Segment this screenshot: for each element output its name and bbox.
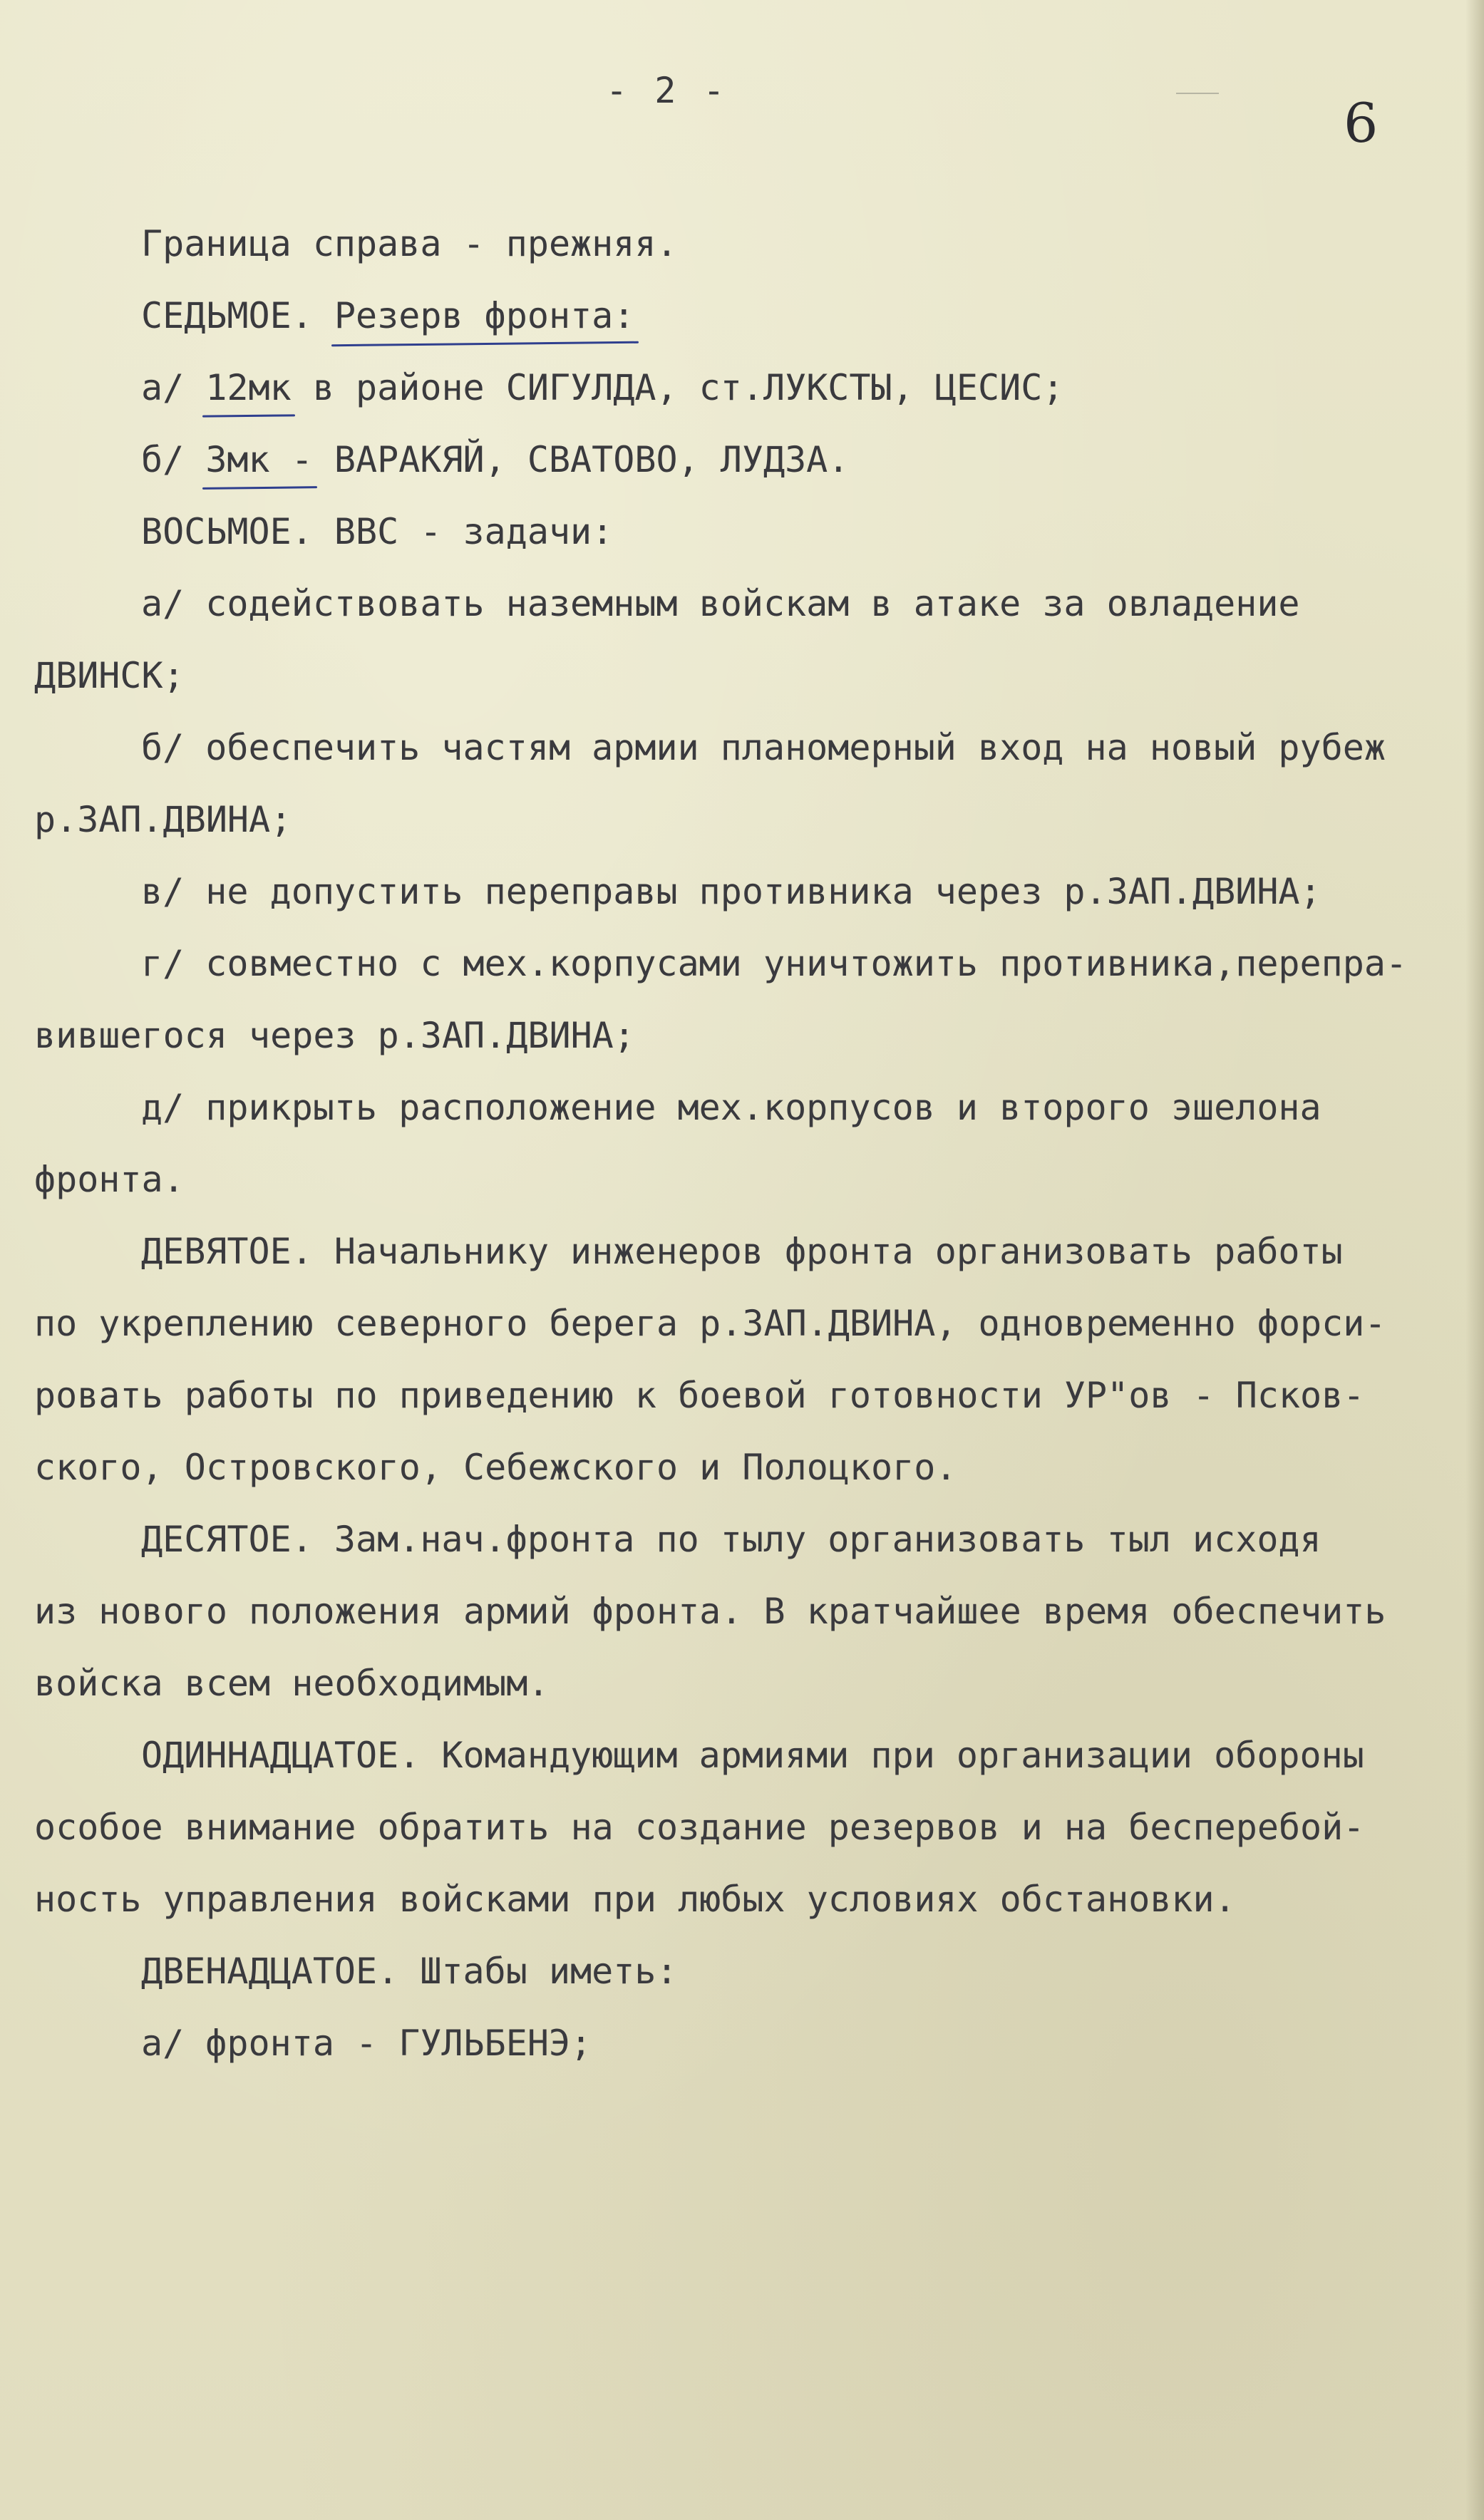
- text-line: г/ совместно с мех.корпусами уничтожить противника,перепра-: [141, 943, 1408, 984]
- text-line: фронта.: [34, 1159, 185, 1200]
- text-line-item-a: [34, 352, 1442, 424]
- text-line: Граница справа - прежняя.: [141, 223, 678, 264]
- text-line: из нового положения армий фронта. В кратчайшее время обеспечить: [34, 1591, 1386, 1632]
- sheet-number: 6: [1344, 91, 1379, 155]
- text-line: войска всем необходимым.: [34, 1663, 550, 1704]
- item-marker: а/: [141, 367, 206, 408]
- pencil-dash-mark: [1176, 93, 1219, 94]
- item-text: ВАРАКЯЙ, СВАТОВО, ЛУДЗА.: [312, 439, 850, 480]
- text-line: р.ЗАП.ДВИНА;: [34, 799, 292, 840]
- document-body: [34, 208, 1442, 2080]
- text-line: а/ фронта - ГУЛЬБЕНЭ;: [141, 2023, 592, 2064]
- text-line: ского, Островского, Себежского и Полоцкого.: [34, 1447, 957, 1488]
- text-line: а/ содействовать наземным войскам в атаке за овладение: [141, 583, 1300, 624]
- text-line: в/ не допустить переправы противника через р.ЗАП.ДВИНА;: [141, 871, 1321, 912]
- text-line-item-b: [34, 424, 1442, 496]
- text-line: ОДИННАДЦАТОЕ. Командующим армиями при организации обороны: [141, 1735, 1364, 1776]
- underlined-reserve-phrase: Резерв фронта:: [334, 280, 634, 352]
- item-text: в районе СИГУЛДА, ст.ЛУКСТЫ, ЦЕСИС;: [291, 367, 1064, 408]
- text-line: б/ обеспечить частям армии планомерный вход на новый рубеж: [141, 727, 1386, 768]
- text-line: ДЕВЯТОЕ. Начальнику инженеров фронта организовать работы: [141, 1231, 1343, 1272]
- text-line: особое внимание обратить на создание резервов и на бесперебой-: [34, 1807, 1365, 1848]
- page-number: - 2 -: [606, 70, 728, 111]
- underlined-3mk: 3мк -: [205, 424, 313, 496]
- section-heading: СЕДЬМОЕ.: [141, 295, 334, 336]
- text-line: ВОСЬМОЕ. ВВС - задачи:: [141, 511, 614, 552]
- text-line: д/ прикрыть расположение мех.корпусов и второго эшелона: [141, 1087, 1321, 1128]
- text-line-section-seventh: [34, 280, 1442, 352]
- text-line: ДЕСЯТОЕ. Зам.нач.фронта по тылу организовать тыл исходя: [141, 1519, 1321, 1560]
- paper-edge-shadow: [1465, 0, 1484, 2520]
- underlined-12mk: 12мк: [205, 352, 291, 424]
- text-line: вившегося через р.ЗАП.ДВИНА;: [34, 1015, 635, 1056]
- text-line: по укреплению северного берега р.ЗАП.ДВИНА, одновременно форси-: [34, 1303, 1386, 1344]
- text-line: ность управления войсками при любых условиях обстановки.: [34, 1879, 1236, 1920]
- item-marker: б/: [141, 439, 206, 480]
- text-line: ровать работы по приведению к боевой готовности УР"ов - Псков-: [34, 1375, 1365, 1416]
- text-line: ДВЕНАДЦАТОЕ. Штабы иметь:: [141, 1951, 678, 1992]
- text-line: ДВИНСК;: [34, 655, 185, 696]
